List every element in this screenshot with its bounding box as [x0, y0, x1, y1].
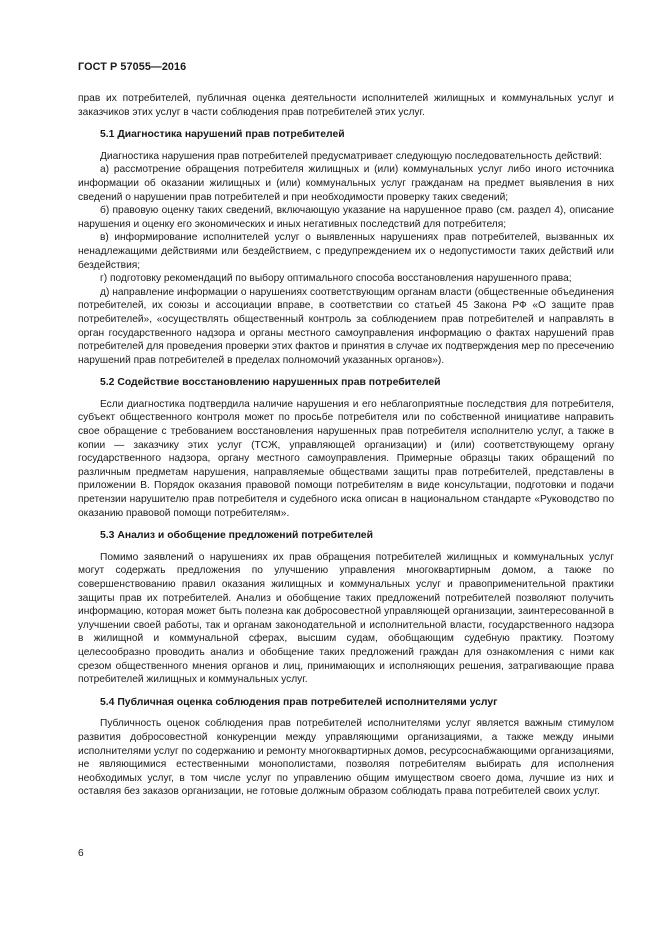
page-number: 6 — [78, 848, 84, 859]
s51-item-v: в) информирование исполнителей услуг о выявленных нарушениях прав потребителей, вызванных их ненадлежащими действиями или бездействием, с предупреждением их о недопустимости таких действий или бездействия; — [78, 232, 614, 271]
section-5-4-title: 5.4 Публичная оценка соблюдения прав потребителей исполнителями услуг — [100, 696, 498, 708]
s53-paragraph: Помимо заявлений о нарушениях их прав обращения потребителей жилищных и коммунальных услуг могут содержать предложения по улучшению управления многоквартирным домом, а также по совершенствованию правил оказания жилищных и коммунальных услуг и правоприменительной практики защиты прав их потребителей. Анализ и обобщение таких предложений потребителей позволяют получить информацию, которая может быть полезна как добросовестной управляющей организации, заинтересованной в улучшении своей работы, так и органам законодательной и исполнительной власти, государственного надзора в жилищной и коммунальной сферах, высшим судам, обобщающим судебную практику. Поэтому целесообразно проводить анализ и обобщение таких предложений граждан для ознакомления с ними как срезом общественного мнения органов и лиц, принимающих и исполняющих решения, затрагивающие права потребителей жилищных и коммунальных услуг. — [78, 551, 614, 686]
section-5-1-title: 5.1 Диагностика нарушений прав потребителей — [100, 129, 345, 141]
section-5-3 — [78, 529, 614, 687]
s51-paragraph-intro: Диагностика нарушения прав потребителей предусматривает следующую последовательность действий: — [100, 150, 602, 162]
page-content — [78, 92, 614, 799]
section-5-2-title: 5.2 Содействие восстановлению нарушенных прав потребителей — [100, 377, 441, 389]
section-5-3-title: 5.3 Анализ и обобщение предложений потребителей — [100, 530, 373, 542]
section-5-2 — [78, 376, 614, 520]
section-5-4 — [78, 696, 614, 799]
section-5-1 — [78, 128, 614, 367]
s52-paragraph: Если диагностика подтвердила наличие нарушения и его неблагоприятные последствия для потребителя, субъект общественного контроля может по просьбе потребителя или по собственной инициативе направить свое обращение с требованием восстановления нарушенных прав потребителя исполнителю услуг, а также в копии — заказчику этих услуг (ТСЖ, управляющей организации) и (или) соответствующему органу государственного надзора, органу местного самоуправления. Примерные образцы таких обращений по различным предметам нарушения, направляемые обществами защиты прав потребителей, представлены в приложении В. Порядок оказания правовой помощи потребителям в виде консультации, подготовки и подачи претензии нарушителю прав потребителя и судебного иска описан в национальном стандарте «Руководство по оказанию правовой помощи потребителям». — [78, 398, 614, 519]
s51-item-a: а) рассмотрение обращения потребителя жилищных и (или) коммунальных услуг либо иного источника информации об оказании жилищных и (или) коммунальных услуг гражданам на предмет выявления в них сведений о нарушении прав потребителей и при необходимости проверку таких сведений; — [78, 164, 614, 203]
intro-paragraph: прав их потребителей, публичная оценка деятельности исполнителей жилищных и коммунальных услуг и заказчиков этих услуг в части соблюдения прав потребителей этих услуг. — [78, 93, 614, 118]
s54-paragraph: Публичность оценок соблюдения прав потребителей исполнителями услуг является важным стимулом развития добросовестной конкуренции между управляющими организациями, а также между иными исполнителями услуг по содержанию и ремонту многоквартирных домов, ресурсоснабжающими организациями, не являющимися естественными монополистами, позволяя потребителям выбирать для исполнения необходимых услуг, в том числе услуг по управлению общим имуществом своего дома, лучшие из них и оставляя без заказов организации, не готовые должным образом соблюдать права потребителей своих услуг. — [78, 718, 614, 798]
s51-item-g: г) подготовку рекомендаций по выбору оптимального способа восстановления нарушенного права; — [100, 273, 572, 285]
document-code-header: ГОСТ Р 57055—2016 — [78, 61, 187, 73]
s51-item-b: б) правовую оценку таких сведений, включающую указание на нарушенное право (см. раздел 4), описание нарушения и оценку его экономических и иных негативных последствий для потребителя; — [78, 205, 614, 230]
s51-item-d: д) направление информации о нарушениях соответствующим органам власти (общественные объединения потребителей, их союзы и ассоциации вправе, в соответствии со статьей 45 Закона РФ «О защите прав потребителей», «осуществлять общественный контроль за соблюдением прав потребителей и направлять в орган государственного надзора и органы местного самоуправления информацию о фактах нарушений прав потребителей для проведения проверки этих фактов и принятия в случае их подтверждения мер по пресечению нарушений прав потребителей в пределах полномочий указанных органов»). — [78, 286, 614, 366]
